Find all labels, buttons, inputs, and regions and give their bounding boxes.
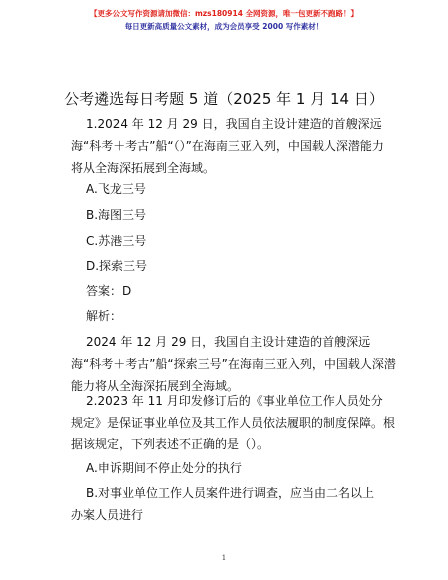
question-2-option-b: B.对事业单位工作人员案件进行调查，应当由二名以上 bbox=[86, 486, 375, 500]
page-number: 1 bbox=[221, 554, 227, 562]
question-1-stem-line-2: 海“科考＋考古”船“（）”在海南三亚入列，中国载人深潜能力 bbox=[71, 139, 384, 153]
question-1-option-b: B.海图三号 bbox=[86, 208, 147, 222]
question-1-option-a: A.飞龙三号 bbox=[86, 182, 146, 196]
question-2-stem-line-2: 规定》是保证事业单位及其工作人员依法履职的制度保障。根 bbox=[71, 416, 396, 430]
question-2-option-a: A.申诉期间不停止处分的执行 bbox=[86, 461, 242, 475]
question-1-analysis-label: 解析： bbox=[86, 309, 123, 323]
question-1-analysis-line-3: 能力将从全海深拓展到全海域。 bbox=[71, 379, 240, 393]
question-1-option-d: D.探索三号 bbox=[86, 259, 148, 273]
question-2-stem-line-3: 据该规定，下列表述不正确的是（）。 bbox=[71, 437, 270, 451]
question-2-option-b-continued: 办案人员进行 bbox=[71, 508, 144, 522]
question-1-analysis-line-1: 2024 年 12 月 29 日，我国自主设计建造的首艘深远 bbox=[86, 335, 371, 349]
question-2-stem-line-1: 2.2023 年 11 月印发修订后的《事业单位工作人员处分 bbox=[86, 394, 383, 408]
question-1-analysis-line-2: 海“科考＋考古”船“探索三号”在海南三亚入列，中国载人深潜 bbox=[71, 357, 396, 371]
question-1-answer: 答案：D bbox=[86, 284, 132, 298]
promo-banner-line-2: 每日更新高质量公文素材，成为会员享受 2000 写作素材！ bbox=[124, 22, 324, 31]
page-title: 公考遴选每日考题 5 道（2025 年 1 月 14 日） bbox=[64, 90, 384, 108]
question-1-stem-line-1: 1.2024 年 12 月 29 日，我国自主设计建造的首艘深远 bbox=[86, 117, 382, 131]
question-1-stem-line-3: 将从全海深拓展到全海域。 bbox=[71, 161, 216, 175]
question-1-option-c: C.苏港三号 bbox=[86, 234, 147, 248]
promo-banner-line-1: 【更多公文写作资源请加微信：mzs180914 全网资源，唯一包更新不跑路！】 bbox=[89, 9, 359, 18]
